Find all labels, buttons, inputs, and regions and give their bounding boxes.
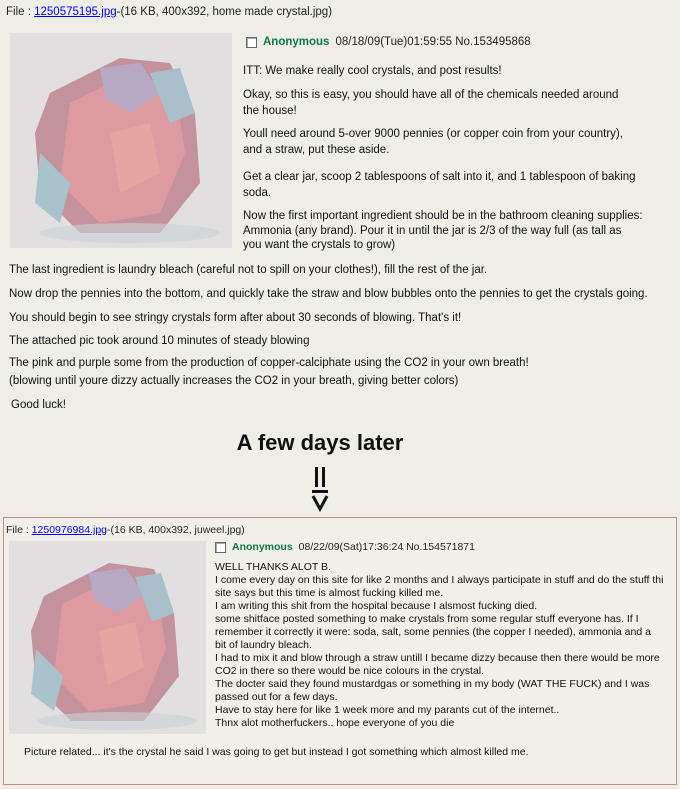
crystal-thumbnail[interactable] xyxy=(10,33,232,248)
post-header xyxy=(246,36,531,48)
crystal-thumbnail[interactable] xyxy=(9,541,206,734)
post-line: Thnx alot motherfuckers.. hope everyone of you die xyxy=(215,717,455,729)
post-line: WELL THANKS ALOT B. xyxy=(215,561,331,573)
post-line: the house! xyxy=(243,105,297,117)
post-line: and a straw, put these aside. xyxy=(243,144,390,156)
post-line: ITT: We make really cool crystals, and post results! xyxy=(243,65,502,77)
post-header xyxy=(215,541,475,554)
post-line: you want the crystals to grow) xyxy=(243,239,396,251)
post-checkbox[interactable] xyxy=(215,542,226,553)
post-line: Picture related... it's the crystal he said I was going to get but instead I got something which almost killed me. xyxy=(24,746,529,758)
post-line: remember it correctly it were: soda, salt, some pennies (the copper I needed), ammonia and a xyxy=(215,626,651,638)
post-line: Get a clear jar, scoop 2 tablespoons of salt into it, and 1 tablespoon of baking xyxy=(243,171,636,183)
file-info-line xyxy=(6,6,332,18)
post-line: The attached pic took around 10 minutes of steady blowing xyxy=(9,335,310,347)
post-meta: 08/22/09(Sat)17:36:24 No.154571871 xyxy=(298,541,475,553)
file-label: File : xyxy=(6,6,35,18)
post-line: I am writing this shit from the hospital because I alsmost fucking died. xyxy=(215,600,538,612)
post-line: I had to mix it and blow through a straw untill I became dizzy because then there would be more xyxy=(215,652,660,664)
post-line: site says but this time is almost fucking killed me. xyxy=(215,587,444,599)
post-line: The docter said they found mustardgas or something in my body (WAT THE FUCK) and I was xyxy=(215,678,650,690)
post-line: CO2 in there so there would be nice colours in the crystal. xyxy=(215,665,485,677)
down-arrow-icon xyxy=(309,462,331,517)
post-line: Good luck! xyxy=(11,399,66,411)
post-line: soda. xyxy=(243,187,272,199)
post-line: Ammonia (any brand). Pour it in until the jar is 2/3 of the way full (as tall as xyxy=(243,225,622,237)
post-line: I come every day on this site for like 2 months and I always participate in stuff and do the stuff thi xyxy=(215,574,664,586)
post-line: You should begin to see stringy crystals form after about 30 seconds of blowing. That's it! xyxy=(9,312,462,324)
file-label: File : xyxy=(6,524,32,536)
post-line: bit of laundry bleach. xyxy=(215,639,312,651)
post-checkbox[interactable] xyxy=(246,37,257,48)
file-link[interactable]: 1250976984.jpg xyxy=(31,524,107,536)
post-line: (blowing until youre dizzy actually increases the CO2 in your breath, giving better colors) xyxy=(9,375,459,387)
poster-name: Anonymous xyxy=(263,36,330,48)
post-line: passed out for a few days. xyxy=(215,691,338,703)
file-details: -(16 KB, 400x392, juweel.jpg) xyxy=(107,524,245,536)
post-meta: 08/18/09(Tue)01:59:55 No.153495868 xyxy=(335,36,531,48)
poster-name: Anonymous xyxy=(232,541,293,553)
post-line: Now the first important ingredient should be in the bathroom cleaning supplies: xyxy=(243,210,643,222)
post-line: Youll need around 5-over 9000 pennies (or copper coin from your country), xyxy=(243,128,623,140)
post-line: Now drop the pennies into the bottom, and quickly take the straw and blow bubbles onto the pennies to get the crystals going. xyxy=(9,288,648,300)
file-info-line xyxy=(6,524,245,537)
post-line: some shitface posted something to make crystals from some regular stuff everyone has. If I xyxy=(215,613,639,625)
caption-heading: A few days later xyxy=(236,430,404,455)
post-line: Okay, so this is easy, you should have all of the chemicals needed around xyxy=(243,89,619,101)
file-link[interactable]: 1250575195.jpg xyxy=(34,6,117,18)
post-line: The pink and purple some from the production of copper-calciphate using the CO2 in your own breath! xyxy=(9,357,529,369)
file-details: -(16 KB, 400x392, home made crystal.jpg) xyxy=(116,6,333,18)
post-line: The last ingredient is laundry bleach (careful not to spill on your clothes!), fill the rest of the jar. xyxy=(9,264,488,276)
post-line: Have to stay here for like 1 week more and my parants cut of the internet.. xyxy=(215,704,560,716)
